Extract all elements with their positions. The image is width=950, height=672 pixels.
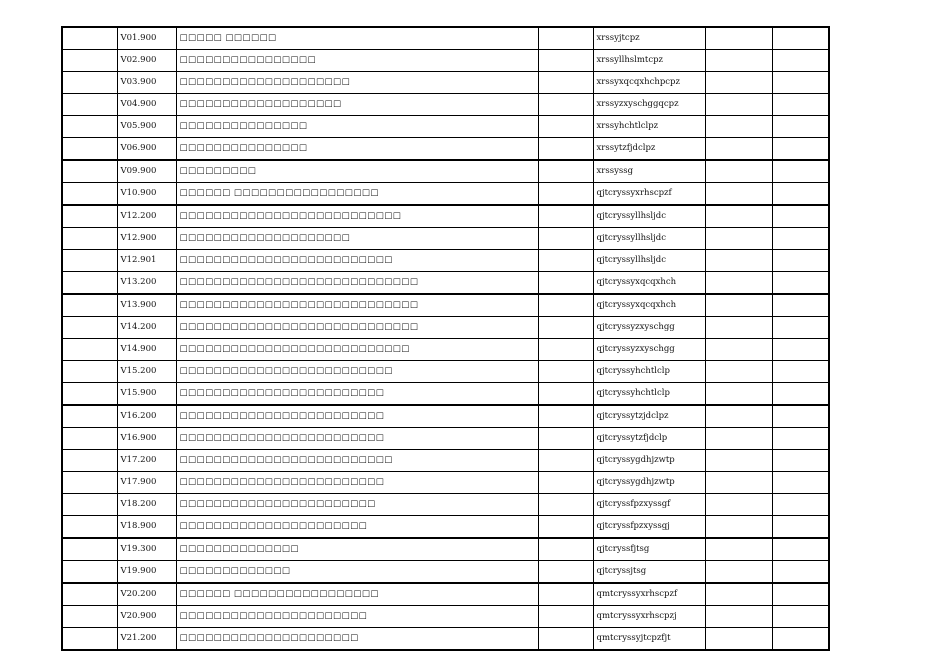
empty-cell-g[interactable] — [772, 183, 829, 206]
pinyin-cell[interactable]: qjtcryssyxqcqxhch — [593, 272, 705, 295]
empty-cell-f[interactable] — [705, 383, 772, 406]
name-cell[interactable]: □□□□□□ □□□□□□□□□□□□□□□□□ — [176, 583, 538, 606]
empty-cell-e[interactable] — [538, 383, 593, 406]
code-cell[interactable]: V05.900 — [117, 116, 176, 138]
pinyin-cell[interactable]: qjtcryssygdhjzwtp — [593, 472, 705, 494]
pinyin-cell[interactable]: qmtcryssyxrhscpzj — [593, 606, 705, 628]
empty-cell-a[interactable] — [62, 561, 117, 584]
empty-cell-g[interactable] — [772, 27, 829, 50]
table-row — [62, 405, 829, 428]
name-cell[interactable]: □□□□□□□□□□□□□□□□□□□□□□□□□□□□ — [176, 294, 538, 317]
table-row — [62, 160, 829, 183]
empty-cell-g[interactable] — [772, 160, 829, 183]
empty-cell-e[interactable] — [538, 116, 593, 138]
table-row — [62, 450, 829, 472]
name-cell[interactable]: □□□□□□□□□□□□□□□□□□□□□□□□□□□□ — [176, 272, 538, 295]
code-cell[interactable]: V14.900 — [117, 339, 176, 361]
empty-cell-g[interactable] — [772, 72, 829, 94]
pinyin-cell[interactable]: xrssytzfjdclpz — [593, 138, 705, 161]
pinyin-cell[interactable]: xrssyzxyschggqcpz — [593, 94, 705, 116]
empty-cell-f[interactable] — [705, 160, 772, 183]
code-cell[interactable]: V10.900 — [117, 183, 176, 206]
pinyin-cell[interactable]: qjtcryssyzxyschgg — [593, 317, 705, 339]
empty-cell-f[interactable] — [705, 361, 772, 383]
empty-cell-f[interactable] — [705, 538, 772, 561]
empty-cell-f[interactable] — [705, 27, 772, 50]
table-row — [62, 428, 829, 450]
pinyin-cell[interactable]: qjtcryssyllhsljdc — [593, 228, 705, 250]
name-cell[interactable]: □□□□□□□□□□□□□□□□□□□□□□□□□ — [176, 250, 538, 272]
empty-cell-a[interactable] — [62, 183, 117, 206]
empty-cell-a[interactable] — [62, 50, 117, 72]
table-row — [62, 183, 829, 206]
empty-cell-a[interactable] — [62, 606, 117, 628]
code-cell[interactable]: V21.200 — [117, 628, 176, 651]
empty-cell-f[interactable] — [705, 628, 772, 651]
table-row — [62, 27, 829, 50]
pinyin-cell[interactable]: qjtcryssytzjdclpz — [593, 405, 705, 428]
empty-cell-e[interactable] — [538, 50, 593, 72]
table-row — [62, 561, 829, 584]
code-cell[interactable]: V04.900 — [117, 94, 176, 116]
empty-cell-a[interactable] — [62, 205, 117, 228]
pinyin-cell[interactable]: xrssyhchtlclpz — [593, 116, 705, 138]
empty-cell-g[interactable] — [772, 250, 829, 272]
empty-cell-e[interactable] — [538, 538, 593, 561]
empty-cell-f[interactable] — [705, 50, 772, 72]
code-cell[interactable]: V12.200 — [117, 205, 176, 228]
empty-cell-a[interactable] — [62, 628, 117, 651]
table-body — [62, 27, 829, 650]
empty-cell-g[interactable] — [772, 628, 829, 651]
empty-cell-g[interactable] — [772, 294, 829, 317]
pinyin-cell[interactable]: xrssyjtcpz — [593, 27, 705, 50]
code-cell[interactable]: V16.900 — [117, 428, 176, 450]
pinyin-cell[interactable]: qjtcryssyllhsljdc — [593, 205, 705, 228]
code-cell[interactable]: V12.901 — [117, 250, 176, 272]
empty-cell-e[interactable] — [538, 561, 593, 584]
code-cell[interactable]: V20.900 — [117, 606, 176, 628]
empty-cell-f[interactable] — [705, 561, 772, 584]
pinyin-cell[interactable]: qjtcryssygdhjzwtp — [593, 450, 705, 472]
empty-cell-f[interactable] — [705, 450, 772, 472]
empty-cell-a[interactable] — [62, 405, 117, 428]
empty-cell-f[interactable] — [705, 250, 772, 272]
name-cell[interactable]: □□□□□□□□□□□□□□□□□□□□□□□□□ — [176, 450, 538, 472]
pinyin-cell[interactable]: qjtcryssytzfjdclp — [593, 428, 705, 450]
empty-cell-g[interactable] — [772, 116, 829, 138]
code-cell[interactable]: V06.900 — [117, 138, 176, 161]
empty-cell-g[interactable] — [772, 138, 829, 161]
empty-cell-a[interactable] — [62, 160, 117, 183]
empty-cell-g[interactable] — [772, 361, 829, 383]
empty-cell-a[interactable] — [62, 94, 117, 116]
table-row — [62, 50, 829, 72]
code-cell[interactable]: V15.900 — [117, 383, 176, 406]
name-cell[interactable]: □□□□□□□□□□□□□□□□□□□□□□ — [176, 516, 538, 539]
empty-cell-e[interactable] — [538, 250, 593, 272]
code-cell[interactable]: V18.900 — [117, 516, 176, 539]
empty-cell-a[interactable] — [62, 339, 117, 361]
empty-cell-e[interactable] — [538, 606, 593, 628]
empty-cell-a[interactable] — [62, 72, 117, 94]
code-cell[interactable]: V13.900 — [117, 294, 176, 317]
empty-cell-e[interactable] — [538, 339, 593, 361]
empty-cell-e[interactable] — [538, 494, 593, 516]
empty-cell-g[interactable] — [772, 428, 829, 450]
table-row — [62, 538, 829, 561]
pinyin-cell[interactable]: qjtcryssfpzxyssgj — [593, 516, 705, 539]
empty-cell-f[interactable] — [705, 116, 772, 138]
table-row — [62, 72, 829, 94]
empty-cell-f[interactable] — [705, 183, 772, 206]
empty-cell-g[interactable] — [772, 450, 829, 472]
empty-cell-e[interactable] — [538, 183, 593, 206]
name-cell[interactable]: □□□□□□□□□□□□□□□□□□□□□□□□ — [176, 383, 538, 406]
name-cell[interactable]: □□□□□□□□□□□□□□□□□□□□□□□□ — [176, 472, 538, 494]
pinyin-cell[interactable]: xrssyxqcqxhchpcpz — [593, 72, 705, 94]
empty-cell-g[interactable] — [772, 317, 829, 339]
empty-cell-g[interactable] — [772, 561, 829, 584]
empty-cell-g[interactable] — [772, 339, 829, 361]
empty-cell-a[interactable] — [62, 450, 117, 472]
table-row — [62, 294, 829, 317]
empty-cell-a[interactable] — [62, 116, 117, 138]
empty-cell-f[interactable] — [705, 72, 772, 94]
empty-cell-e[interactable] — [538, 628, 593, 651]
name-cell[interactable]: □□□□□□□□□ — [176, 160, 538, 183]
pinyin-cell[interactable]: qjtcryssyxqcqxhch — [593, 294, 705, 317]
empty-cell-e[interactable] — [538, 583, 593, 606]
empty-cell-f[interactable] — [705, 516, 772, 539]
empty-cell-e[interactable] — [538, 72, 593, 94]
empty-cell-f[interactable] — [705, 339, 772, 361]
empty-cell-e[interactable] — [538, 428, 593, 450]
code-cell[interactable]: V09.900 — [117, 160, 176, 183]
empty-cell-a[interactable] — [62, 228, 117, 250]
table-row — [62, 383, 829, 406]
empty-cell-a[interactable] — [62, 538, 117, 561]
empty-cell-f[interactable] — [705, 138, 772, 161]
empty-cell-a[interactable] — [62, 472, 117, 494]
empty-cell-f[interactable] — [705, 428, 772, 450]
empty-cell-e[interactable] — [538, 361, 593, 383]
pinyin-cell[interactable]: xrssyssg — [593, 160, 705, 183]
table-row — [62, 339, 829, 361]
name-cell[interactable]: □□□□□□□□□□□□□□□□□□□□ — [176, 72, 538, 94]
table-row — [62, 494, 829, 516]
empty-cell-g[interactable] — [772, 494, 829, 516]
code-cell[interactable]: V13.200 — [117, 272, 176, 295]
code-cell[interactable]: V17.900 — [117, 472, 176, 494]
table-row — [62, 116, 829, 138]
name-cell[interactable]: □□□□□□□□□□□□□□□□□□□□□□□□ — [176, 405, 538, 428]
empty-cell-g[interactable] — [772, 383, 829, 406]
empty-cell-f[interactable] — [705, 606, 772, 628]
name-cell[interactable]: □□□□□□□□□□□□□□□□□□□ — [176, 94, 538, 116]
empty-cell-g[interactable] — [772, 272, 829, 295]
empty-cell-a[interactable] — [62, 250, 117, 272]
table-row — [62, 606, 829, 628]
pinyin-cell[interactable]: qjtcryssyxrhscpzf — [593, 183, 705, 206]
pinyin-cell[interactable]: qjtcryssjtsg — [593, 561, 705, 584]
empty-cell-g[interactable] — [772, 472, 829, 494]
code-cell[interactable]: V20.200 — [117, 583, 176, 606]
name-cell[interactable]: □□□□□ □□□□□□ — [176, 27, 538, 50]
empty-cell-e[interactable] — [538, 272, 593, 295]
empty-cell-f[interactable] — [705, 583, 772, 606]
name-cell[interactable]: □□□□□□□□□□□□□□□ — [176, 138, 538, 161]
empty-cell-a[interactable] — [62, 494, 117, 516]
empty-cell-g[interactable] — [772, 205, 829, 228]
pinyin-cell[interactable]: qmtcryssyjtcpzfjt — [593, 628, 705, 651]
code-cell[interactable]: V19.900 — [117, 561, 176, 584]
code-cell[interactable]: V02.900 — [117, 50, 176, 72]
empty-cell-f[interactable] — [705, 472, 772, 494]
code-cell[interactable]: V01.900 — [117, 27, 176, 50]
table-row — [62, 94, 829, 116]
empty-cell-f[interactable] — [705, 317, 772, 339]
name-cell[interactable]: □□□□□□□□□□□□□□□ — [176, 116, 538, 138]
empty-cell-g[interactable] — [772, 405, 829, 428]
name-cell[interactable]: □□□□□□□□□□□□□ — [176, 561, 538, 584]
empty-cell-e[interactable] — [538, 160, 593, 183]
name-cell[interactable]: □□□□□□□□□□□□□□ — [176, 538, 538, 561]
name-cell[interactable]: □□□□□□□□□□□□□□□□□□□□□□□□ — [176, 428, 538, 450]
pinyin-cell[interactable]: qmtcryssyxrhscpzf — [593, 583, 705, 606]
code-cell[interactable]: V03.900 — [117, 72, 176, 94]
table-row — [62, 205, 829, 228]
code-cell[interactable]: V14.200 — [117, 317, 176, 339]
empty-cell-a[interactable] — [62, 428, 117, 450]
pinyin-cell[interactable]: xrssyllhslmtcpz — [593, 50, 705, 72]
empty-cell-a[interactable] — [62, 383, 117, 406]
empty-cell-a[interactable] — [62, 294, 117, 317]
empty-cell-g[interactable] — [772, 516, 829, 539]
pinyin-cell[interactable]: qjtcryssfpzxyssgf — [593, 494, 705, 516]
pinyin-cell[interactable]: qjtcryssfjtsg — [593, 538, 705, 561]
empty-cell-a[interactable] — [62, 583, 117, 606]
code-cell[interactable]: V19.300 — [117, 538, 176, 561]
name-cell[interactable]: □□□□□□□□□□□□□□□□□□□□ — [176, 228, 538, 250]
empty-cell-e[interactable] — [538, 516, 593, 539]
name-cell[interactable]: □□□□□□□□□□□□□□□□□□□□□□□□□□□□ — [176, 317, 538, 339]
empty-cell-e[interactable] — [538, 317, 593, 339]
name-cell[interactable]: □□□□□□ □□□□□□□□□□□□□□□□□ — [176, 183, 538, 206]
empty-cell-f[interactable] — [705, 294, 772, 317]
name-cell[interactable]: □□□□□□□□□□□□□□□□□□□□□□□□□□□ — [176, 339, 538, 361]
table-row — [62, 472, 829, 494]
name-cell[interactable]: □□□□□□□□□□□□□□□□□□□□□□□□□ — [176, 361, 538, 383]
code-cell[interactable]: V18.200 — [117, 494, 176, 516]
empty-cell-e[interactable] — [538, 205, 593, 228]
table-row — [62, 250, 829, 272]
empty-cell-f[interactable] — [705, 205, 772, 228]
table-row — [62, 516, 829, 539]
pinyin-cell[interactable]: qjtcryssyhchtlclp — [593, 361, 705, 383]
empty-cell-a[interactable] — [62, 272, 117, 295]
empty-cell-f[interactable] — [705, 272, 772, 295]
empty-cell-e[interactable] — [538, 228, 593, 250]
empty-cell-g[interactable] — [772, 583, 829, 606]
empty-cell-a[interactable] — [62, 317, 117, 339]
empty-cell-e[interactable] — [538, 294, 593, 317]
empty-cell-g[interactable] — [772, 606, 829, 628]
name-cell[interactable]: □□□□□□□□□□□□□□□□ — [176, 50, 538, 72]
code-cell[interactable]: V17.200 — [117, 450, 176, 472]
pinyin-cell[interactable]: qjtcryssyzxyschgg — [593, 339, 705, 361]
empty-cell-a[interactable] — [62, 516, 117, 539]
name-cell[interactable]: □□□□□□□□□□□□□□□□□□□□□□□□□□ — [176, 205, 538, 228]
empty-cell-f[interactable] — [705, 494, 772, 516]
empty-cell-e[interactable] — [538, 405, 593, 428]
code-cell[interactable]: V12.900 — [117, 228, 176, 250]
table-row — [62, 138, 829, 161]
empty-cell-g[interactable] — [772, 538, 829, 561]
table-row — [62, 317, 829, 339]
empty-cell-g[interactable] — [772, 94, 829, 116]
name-cell[interactable]: □□□□□□□□□□□□□□□□□□□□□□□ — [176, 494, 538, 516]
table-row — [62, 272, 829, 295]
empty-cell-f[interactable] — [705, 228, 772, 250]
empty-cell-a[interactable] — [62, 27, 117, 50]
empty-cell-e[interactable] — [538, 138, 593, 161]
table-row — [62, 361, 829, 383]
empty-cell-e[interactable] — [538, 27, 593, 50]
empty-cell-g[interactable] — [772, 50, 829, 72]
empty-cell-f[interactable] — [705, 405, 772, 428]
empty-cell-f[interactable] — [705, 94, 772, 116]
empty-cell-e[interactable] — [538, 94, 593, 116]
name-cell[interactable]: □□□□□□□□□□□□□□□□□□□□□□ — [176, 606, 538, 628]
empty-cell-a[interactable] — [62, 138, 117, 161]
table-row — [62, 628, 829, 651]
table-row — [62, 583, 829, 606]
pinyin-cell[interactable]: qjtcryssyhchtlclp — [593, 383, 705, 406]
code-cell[interactable]: V15.200 — [117, 361, 176, 383]
spreadsheet-table — [61, 26, 830, 651]
name-cell[interactable]: □□□□□□□□□□□□□□□□□□□□□ — [176, 628, 538, 651]
code-cell[interactable]: V16.200 — [117, 405, 176, 428]
table-row — [62, 228, 829, 250]
empty-cell-e[interactable] — [538, 450, 593, 472]
empty-cell-a[interactable] — [62, 361, 117, 383]
empty-cell-e[interactable] — [538, 472, 593, 494]
empty-cell-g[interactable] — [772, 228, 829, 250]
pinyin-cell[interactable]: qjtcryssyllhsljdc — [593, 250, 705, 272]
